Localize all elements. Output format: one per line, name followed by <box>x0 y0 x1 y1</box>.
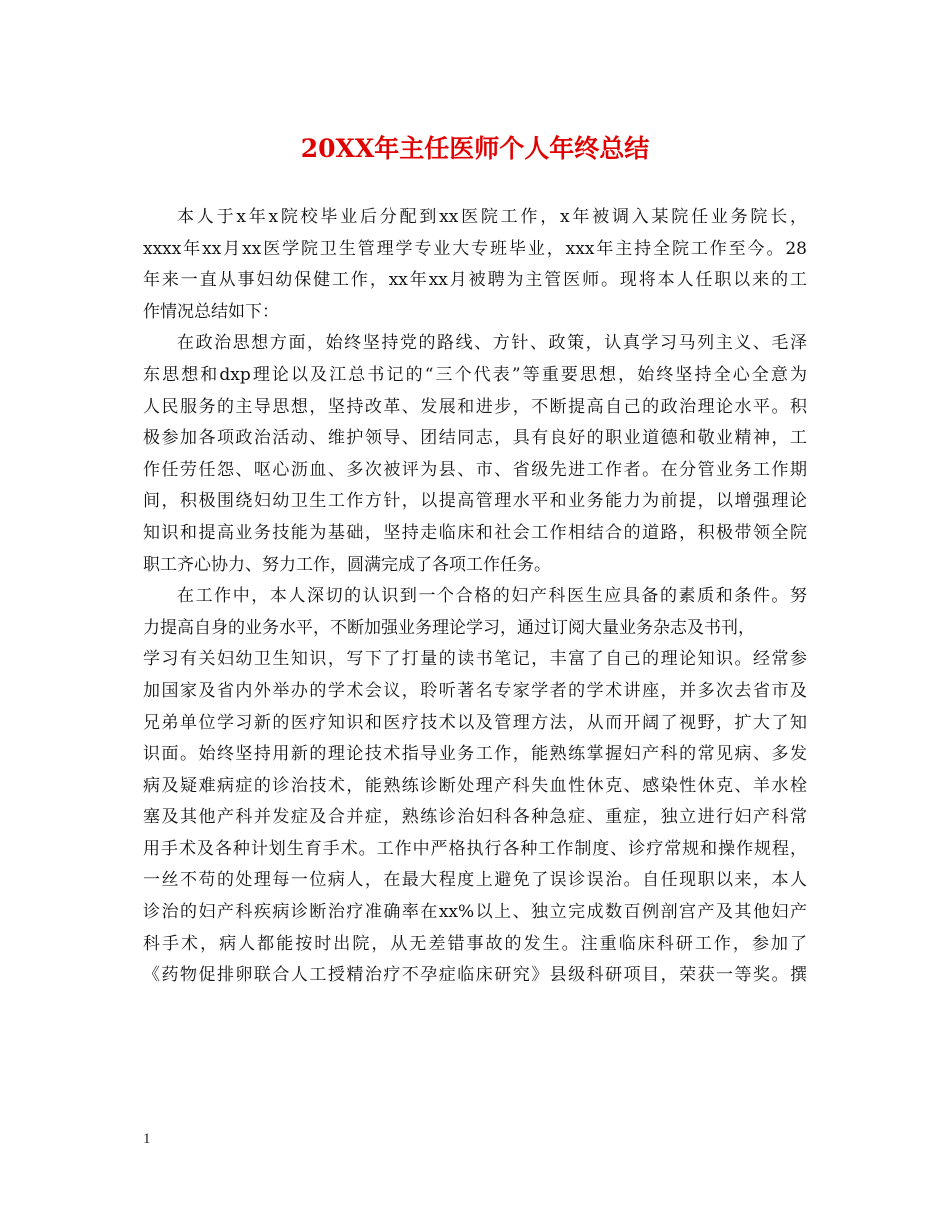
paragraph-2-line-6: 间，积极围绕妇幼卫生工作方针，以提高管理水平和业务能力为前提，以增强理论 <box>143 491 807 512</box>
paragraph-3-line-7: 病及疑难病症的诊治技术，能熟练诊断处理产科失血性休克、感染性休克、羊水栓 <box>143 775 807 796</box>
document-title: 20XX年主任医师个人年终总结 <box>300 134 650 163</box>
paragraph-3-line-13: 《药物促排卵联合人工授精治疗不孕症临床研究》县级科研项目，荣获一等奖。撰 <box>143 965 807 986</box>
paragraph-3-line-4: 加国家及省内外举办的学术会议，聆听著名专家学者的学术讲座，并多次去省市及 <box>143 680 807 701</box>
paragraph-2-line-1: 在政治思想方面，始终坚持党的路线、方针、政策，认真学习马列主义、毛泽 <box>177 333 807 354</box>
page-number: 1 <box>143 1131 151 1147</box>
paragraph-2-line-8: 职工齐心协力、努力工作，圆满完成了各项工作任务。 <box>143 554 551 575</box>
paragraph-2-line-2: 东思想和dxp理论以及江总书记的“三个代表”等重要思想，始终坚持全心全意为 <box>143 364 807 385</box>
paragraph-1-line-4: 作情况总结如下： <box>143 301 279 322</box>
paragraph-1-line-3: 年来一直从事妇幼保健工作，xx年xx月被聘为主管医师。现将本人任职以来的工 <box>143 270 807 291</box>
paragraph-3-line-5: 兄弟单位学习新的医疗知识和医疗技术以及管理方法，从而开阔了视野，扩大了知 <box>143 712 807 733</box>
paragraph-3-line-1: 在工作中，本人深切的认识到一个合格的妇产科医生应具备的素质和条件。努 <box>177 586 807 607</box>
paragraph-3-line-11: 诊治的妇产科疾病诊断治疗准确率在xx%以上、独立完成数百例剖宫产及其他妇产 <box>143 902 807 923</box>
paragraph-2-line-7: 知识和提高业务技能为基础，坚持走临床和社会工作相结合的道路，积极带领全院 <box>143 522 807 543</box>
paragraph-3-line-6: 识面。始终坚持用新的理论技术指导业务工作，能熟练掌握妇产科的常见病、多发 <box>143 744 807 765</box>
paragraph-1-line-1: 本人于x年x院校毕业后分配到xx医院工作，x年被调入某院任业务院长， <box>177 207 807 227</box>
paragraph-3-line-3: 学习有关妇幼卫生知识，写下了打量的读书笔记，丰富了自己的理论知识。经常参 <box>143 649 807 670</box>
paragraph-3-line-8: 塞及其他产科并发症及合并症，熟练诊治妇科各种急症、重症，独立进行妇产科常 <box>143 807 807 828</box>
paragraph-3-line-9: 用手术及各种计划生育手术。工作中严格执行各种工作制度、诊疗常规和操作规程， <box>143 838 807 859</box>
document-body <box>143 202 807 992</box>
paragraph-3-line-2: 力提高自身的业务水平，不断加强业务理论学习，通过订阅大量业务杂志及书刊， <box>143 617 755 638</box>
paragraph-1-line-2: xxxx年xx月xx医学院卫生管理学专业大专班毕业，xxx年主持全院工作至今。28 <box>143 238 807 259</box>
paragraph-3-line-12: 科手术，病人都能按时出院，从无差错事故的发生。注重临床科研工作，参加了 <box>143 933 807 954</box>
paragraph-2-line-5: 作任劳任怨、呕心沥血、多次被评为县、市、省级先进工作者。在分管业务工作期 <box>143 459 807 480</box>
paragraph-2-line-4: 极参加各项政治活动、维护领导、团结同志，具有良好的职业道德和敬业精神，工 <box>143 428 807 449</box>
paragraph-3-line-10: 一丝不苟的处理每一位病人，在最大程度上避免了误诊误治。自任现职以来，本人 <box>143 870 807 891</box>
paragraph-2-line-3: 人民服务的主导思想，坚持改革、发展和进步，不断提高自己的政治理论水平。积 <box>143 396 807 417</box>
